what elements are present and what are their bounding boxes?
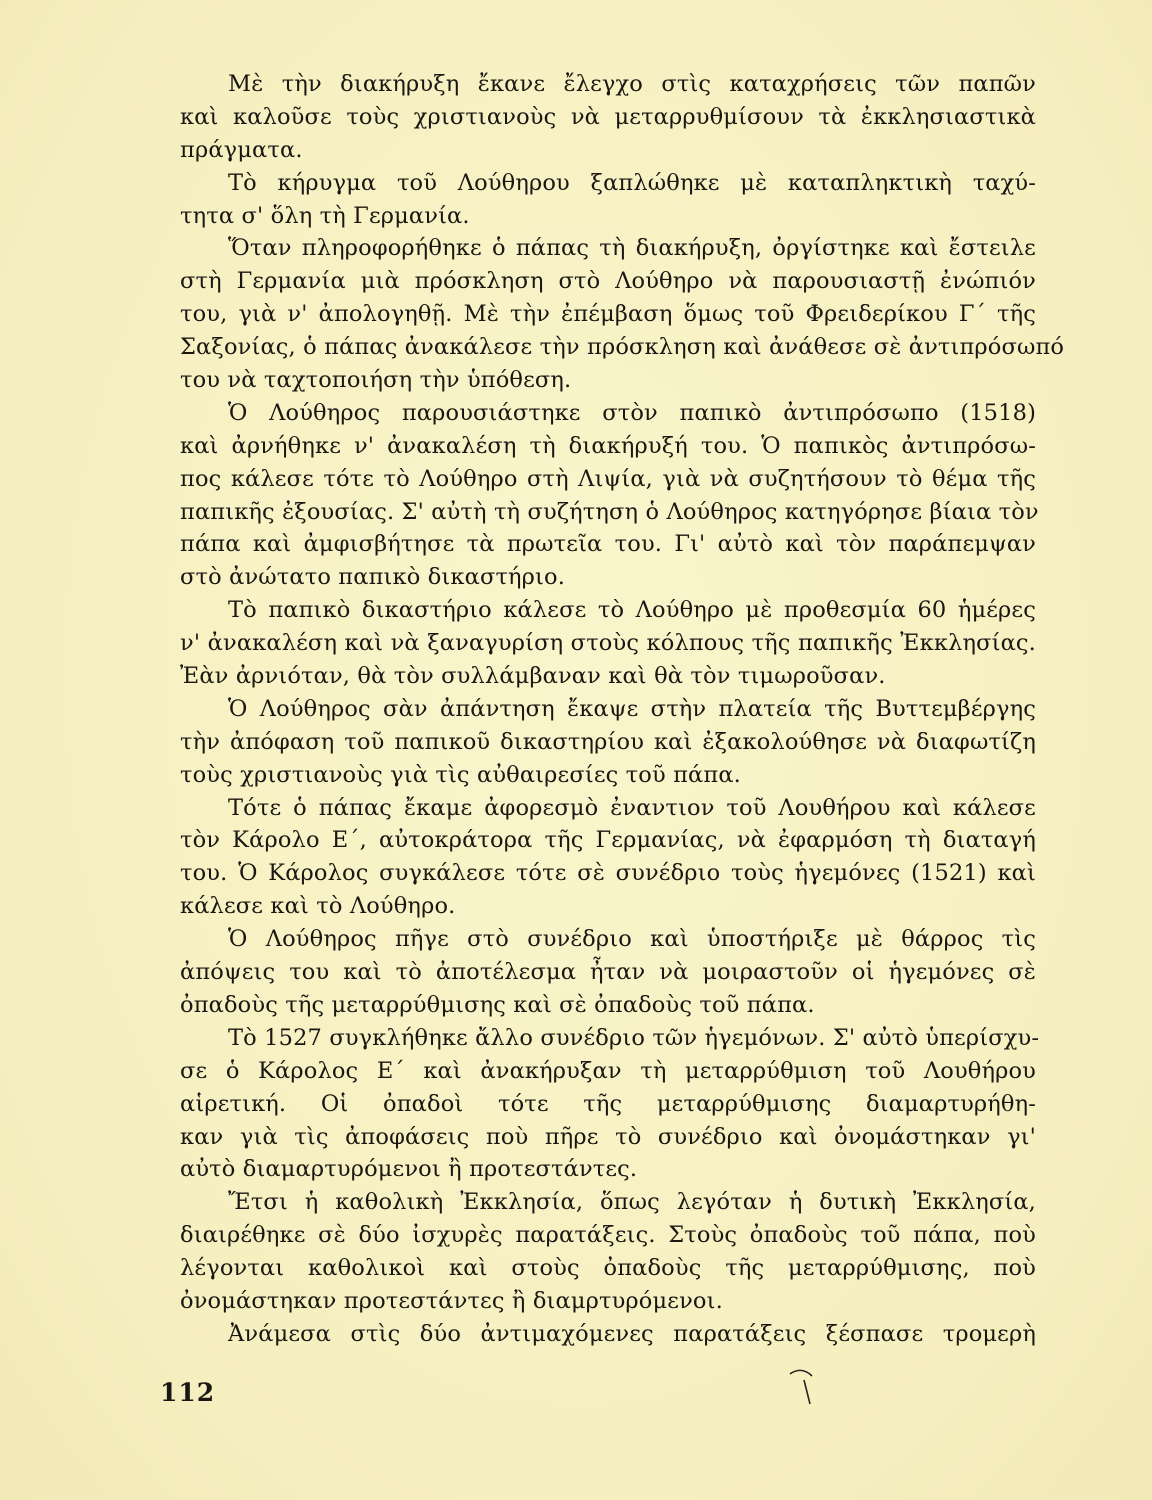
text-line: παπικῆς ἐξουσίας. Σ' αὐτὴ τὴ συζήτηση ὁ Λούθηρος κατηγόρησε βίαια τὸν [180,498,1039,525]
pencil-mark [786,1366,818,1406]
text-line: Τὸ κήρυγμα τοῦ Λούθηρου ξαπλώθηκε μὲ καταπληκτικὴ ταχύ- [228,169,1036,196]
text-line: Μὲ τὴν διακήρυξη ἔκανε ἔλεγχο στὶς καταχρήσεις τῶν παπῶν [228,71,1036,97]
text-line: Τότε ὁ πάπας ἔκαμε ἀφορεσμὸ ἐναντιον τοῦ Λουθήρου καὶ κάλεσε [228,794,1036,821]
text-line: καὶ ἀρνήθηκε ν' ἀνακαλέση τὴ διακήρυξή του. Ὁ παπικὸς ἀντιπρόσω- [180,432,1036,459]
text-line: του, γιὰ ν' ἀπολογηθῇ. Μὲ τὴν ἐπέμβαση ὅμως τοῦ Φρειδερίκου Γ΄ τῆς [180,301,1036,328]
text-line: κάλεσε καὶ τὸ Λούθηρο. [180,893,456,920]
text-line: τὴν ἀπόφαση τοῦ παπικοῦ δικαστηρίου καὶ ἐξακολούθησε νὰ διαφωτίζη [180,728,1036,755]
text-line: Ὁ Λούθηρος πῆγε στὸ συνέδριο καὶ ὑποστήριξε μὲ θάρρος τὶς [228,926,1036,953]
text-line: Ἔτσι ἡ καθολικὴ Ἐκκλησία, ὅπως λεγόταν ἡ δυτικὴ Ἐκκλησία, [228,1189,1036,1216]
text-line: ἀπόψεις του καὶ τὸ ἀποτέλεσμα ἦταν νὰ μοιραστοῦν οἱ ἡγεμόνες σὲ [180,959,1036,986]
text-line: λέγονται καθολικοὶ καὶ στοὺς ὀπαδοὺς τῆς μεταρρύθμισης, ποὺ [180,1255,1036,1282]
text-line: του. Ὁ Κάρολος συγκάλεσε τότε σὲ συνέδριο τοὺς ἡγεμόνες (1521) καὶ [180,860,1036,887]
text-line: διαιρέθηκε σὲ δύο ἰσχυρὲς παρατάξεις. Στοὺς ὀπαδοὺς τοῦ πάπα, ποὺ [180,1222,1036,1249]
text-line: στὸ ἀνώτατο παπικὸ δικαστήριο. [180,564,566,591]
page-number: 112 [160,1378,216,1407]
text-line: Ὁ Λούθηρος σὰν ἀπάντηση ἔκαψε στὴν πλατεία τῆς Βυττεμβέργης [228,695,1036,722]
text-line: Τὸ παπικὸ δικαστήριο κάλεσε τὸ Λούθηρο μὲ προθεσμία 60 ἡμέρες [228,597,1036,624]
text-line: καν γιὰ τὶς ἀποφάσεις ποὺ πῆρε τὸ συνέδριο καὶ ὀνομάστηκαν γι' [180,1123,1036,1150]
text-line: ὀνομάστηκαν προτεστάντες ἢ διαμρτυρόμενοι. [180,1287,723,1314]
text-line: ν' ἀνακαλέση καὶ νὰ ξαναγυρίση στοὺς κόλπους τῆς παπικῆς Ἐκκλησίας. [180,630,1036,657]
text-line: τὸν Κάρολο Ε΄, αὐτοκράτορα τῆς Γερμανίας, νὰ ἐφαρμόση τὴ διαταγή [180,827,1036,854]
text-line: Ἀνάμεσα στὶς δύο ἀντιμαχόμενες παρατάξεις ξέσπασε τρομερὴ [228,1320,1036,1347]
text-line: του νὰ ταχτοποιήση τὴν ὑπόθεση. [180,367,572,394]
body-text [180,68,1065,1351]
text-line: Τὸ 1527 συγκλήθηκε ἄλλο συνέδριο τῶν ἡγεμόνων. Σ' αὐτὸ ὑπερίσχυ- [228,1024,1040,1051]
text-line: τοὺς χριστιανοὺς γιὰ τὶς αὐθαιρεσίες τοῦ πάπα. [180,761,741,788]
text-line: πάπα καὶ ἀμφισβήτησε τὰ πρωτεῖα του. Γι' αὐτὸ καὶ τὸν παράπεμψαν [180,531,1036,558]
text-line: πράγματα. [180,136,303,163]
text-line: Ἐὰν ἀρνιόταν, θὰ τὸν συλλάμβαναν καὶ θὰ τὸν τιμωροῦσαν. [180,663,886,690]
text-line: Ὅταν πληροφορήθηκε ὁ πάπας τὴ διακήρυξη, ὀργίστηκε καὶ ἔστειλε [228,235,1036,262]
text-line: τητα σ' ὅλη τὴ Γερμανία. [180,202,470,229]
text-line: αὐτὸ διαμαρτυρόμενοι ἢ προτεστάντες. [180,1156,638,1183]
text-line: Σαξονίας, ὁ πάπας ἀνακάλεσε τὴν πρόσκληση καὶ ἀνάθεσε σὲ ἀντιπρόσωπό [180,334,1065,361]
text-line: στὴ Γερμανία μιὰ πρόσκληση στὸ Λούθηρο νὰ παρουσιαστῇ ἐνώπιόν [180,268,1036,295]
text-line: αἱρετική. Οἱ ὀπαδοὶ τότε τῆς μεταρρύθμισης διαμαρτυρήθη- [180,1090,1036,1117]
text-line: Ὁ Λούθηρος παρουσιάστηκε στὸν παπικὸ ἀντιπρόσωπο (1518) [228,399,1036,426]
text-line: καὶ καλοῦσε τοὺς χριστιανοὺς νὰ μεταρρυθμίσουν τὰ ἐκκλησιαστικὰ [180,103,1036,130]
text-line: πος κάλεσε τότε τὸ Λούθηρο στὴ Λιψία, γιὰ νὰ συζητήσουν τὸ θέμα τῆς [180,465,1036,492]
text-line: σε ὁ Κάρολος Ε΄ καὶ ἀνακήρυξαν τὴ μεταρρύθμιση τοῦ Λουθήρου [180,1057,1036,1084]
text-line: ὀπαδοὺς τῆς μεταρρύθμισης καὶ σὲ ὀπαδοὺς τοῦ πάπα. [180,991,815,1018]
